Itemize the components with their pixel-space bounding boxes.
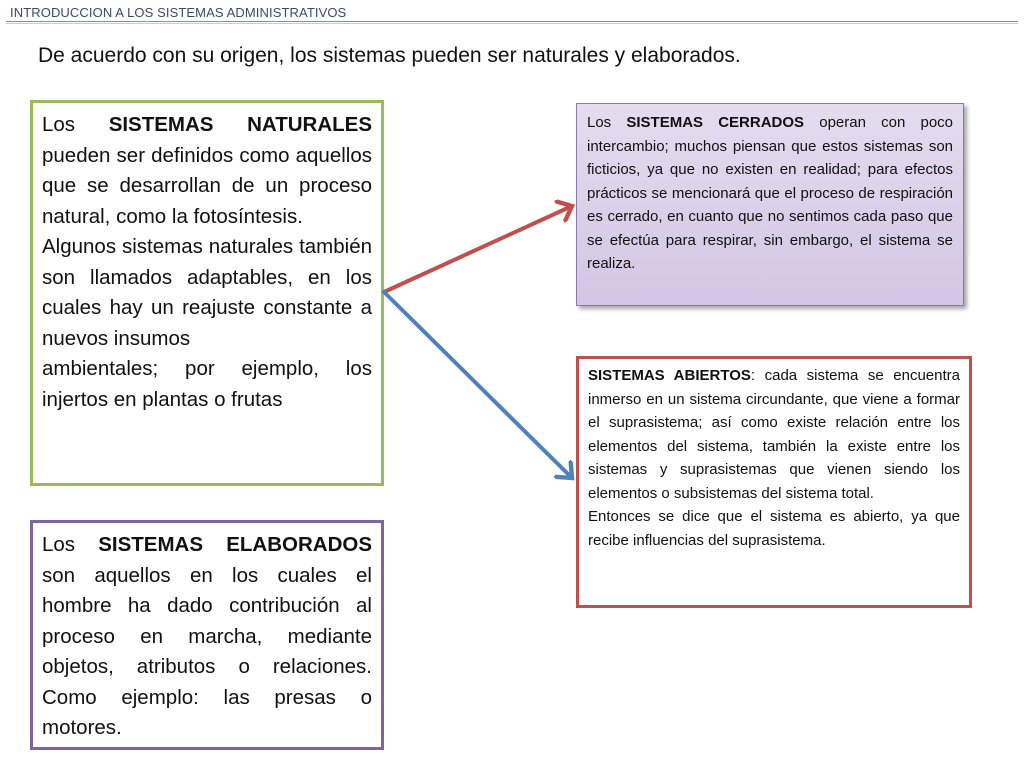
closed-systems-box [576,103,964,306]
elaborated-systems-definition [42,530,372,744]
closed-systems-definition [587,111,953,276]
natural-systems-example: ambientales; por ejemplo, los injertos en plantas o frutas [42,357,372,411]
open-post: : cada sistema se encuentra inmerso en un sistema circundante, que viene a formar el suprasistema; así como existe relación entre los elementos del sistema, también la existe entre los sistemas y suprasistemas que vienen siendo los elementos o subsistemas del sistema total. [588,367,960,502]
elaborated-pre: Los [42,533,99,556]
elaborated-systems-box [30,520,384,750]
closed-systems-term: SISTEMAS CERRADOS [626,114,805,131]
red-arrow-icon [384,206,572,292]
slide-subtitle: De acuerdo con su origen, los sistemas pueden ser naturales y elaborados. [38,44,741,67]
natural-systems-adaptable: Algunos sistemas naturales también son llamados adaptables, en los cuales hay un reajuste constante a nuevos insumos [42,235,372,350]
header-divider [6,21,1018,22]
closed-post: operan con poco intercambio; muchos piensan que estos sistemas son ficticios, ya que no existen en realidad; para efectos prácticos se mencionará que el proceso de respiración es cerrado, en cuanto que no sentimos cada paso que se efectúa para respirar, sin embargo, el sistema se realiza. [587,114,954,272]
elaborated-systems-term: SISTEMAS ELABORADOS [98,533,372,556]
natural-systems-box [30,100,384,486]
open-systems-term: SISTEMAS ABIERTOS [588,367,751,384]
natural-p1-post: pueden ser definidos como aquellos que se desarrollan de un proceso natural, como la fotosíntesis. [42,143,372,228]
header-title: INTRODUCCION A LOS SISTEMAS ADMINISTRATIVOS [10,5,347,20]
open-systems-conclusion: Entonces se dice que el sistema es abierto, ya que recibe influencias del suprasistema. [588,508,960,549]
natural-systems-term: SISTEMAS NATURALES [108,113,372,136]
natural-p1-pre: Los [42,113,109,136]
blue-arrow-icon [384,292,572,478]
header-divider-light [6,23,1018,24]
natural-systems-definition [42,110,372,232]
open-systems-box [576,356,972,608]
open-systems-definition [588,364,960,505]
elaborated-post: son aquellos en los cuales el hombre ha dado contribución al proceso en marcha, mediante objetos, atributos o relaciones. Como ejemplo: las presas o motores. [42,563,372,739]
closed-pre: Los [587,114,627,131]
